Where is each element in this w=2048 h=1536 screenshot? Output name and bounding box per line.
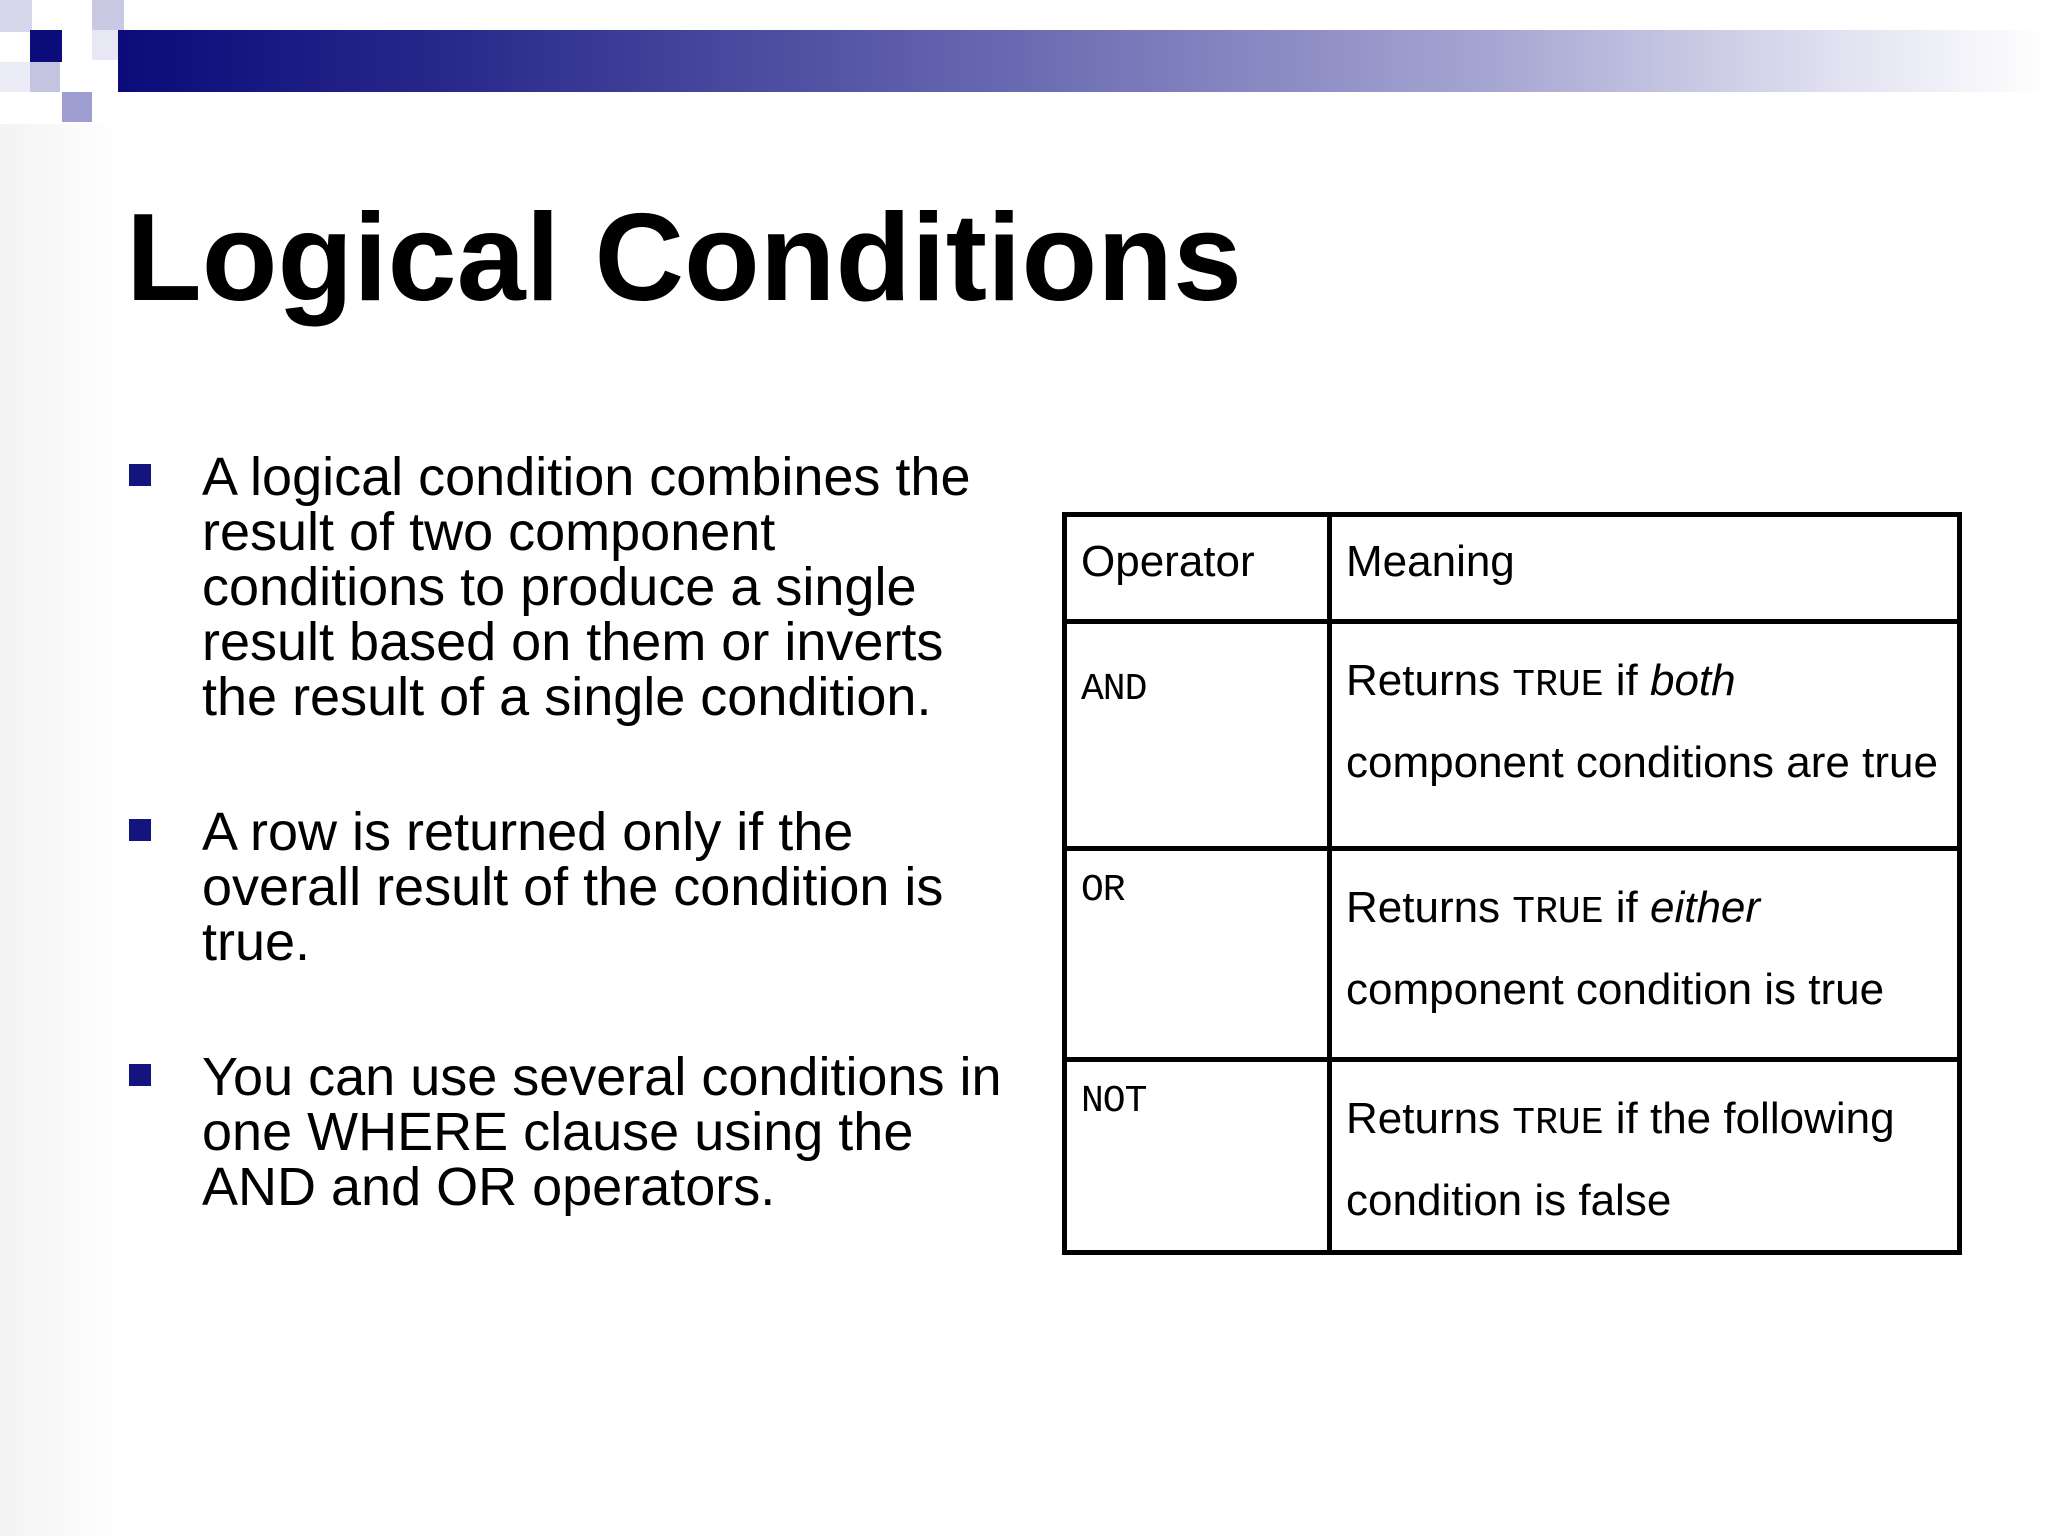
operator-cell: OR — [1065, 849, 1330, 1060]
bullet-item — [126, 447, 1006, 727]
table-row — [1065, 1060, 1960, 1253]
operator-cell: AND — [1065, 622, 1330, 849]
meaning-cell — [1330, 1060, 1960, 1253]
meaning-keyword: TRUE — [1512, 891, 1604, 934]
operator-cell: NOT — [1065, 1060, 1330, 1253]
meaning-text: component conditions are true — [1346, 738, 1938, 787]
header-operator: Operator — [1065, 515, 1330, 622]
decor-square — [92, 0, 124, 32]
operator-table — [1062, 512, 1962, 1255]
decor-square — [62, 92, 92, 122]
meaning-text: if — [1603, 883, 1650, 932]
meaning-text: component condition is true — [1346, 965, 1885, 1014]
left-margin-shade — [0, 124, 122, 1536]
bullet-list — [126, 447, 1006, 1295]
table-row — [1065, 849, 1960, 1060]
slide-title: Logical Conditions — [126, 189, 1242, 327]
meaning-cell — [1330, 622, 1960, 849]
meaning-keyword: TRUE — [1512, 664, 1604, 707]
decor-square — [0, 0, 32, 32]
decor-square — [30, 30, 62, 62]
decor-square — [30, 62, 60, 92]
bullet-text: A logical condition combines the result of two component conditions to produce a single result based on them or inverts the result of a single condition. — [202, 447, 971, 727]
header-meaning: Meaning — [1330, 515, 1960, 622]
bullet-item — [126, 802, 1006, 972]
square-bullet-icon — [129, 464, 151, 486]
table-row — [1065, 622, 1960, 849]
decor-square — [0, 62, 30, 92]
bullet-item — [126, 1047, 1006, 1217]
meaning-text: Returns — [1346, 656, 1513, 705]
meaning-text: if the following condition is false — [1346, 1094, 1895, 1225]
meaning-text: Returns — [1346, 883, 1513, 932]
square-bullet-icon — [129, 819, 151, 841]
table-header-row — [1065, 515, 1960, 622]
meaning-cell — [1330, 849, 1960, 1060]
square-bullet-icon — [129, 1064, 151, 1086]
meaning-text: Returns — [1346, 1094, 1513, 1143]
meaning-keyword: TRUE — [1512, 1102, 1604, 1145]
meaning-emphasis: either — [1649, 883, 1761, 932]
meaning-emphasis: both — [1649, 656, 1736, 705]
bullet-text: A row is returned only if the overall result of the condition is true. — [202, 802, 944, 972]
header-gradient-bar — [118, 30, 2048, 92]
bullet-text: You can use several conditions in one WHERE clause using the AND and OR operators. — [202, 1047, 1002, 1217]
meaning-text: if — [1603, 656, 1650, 705]
